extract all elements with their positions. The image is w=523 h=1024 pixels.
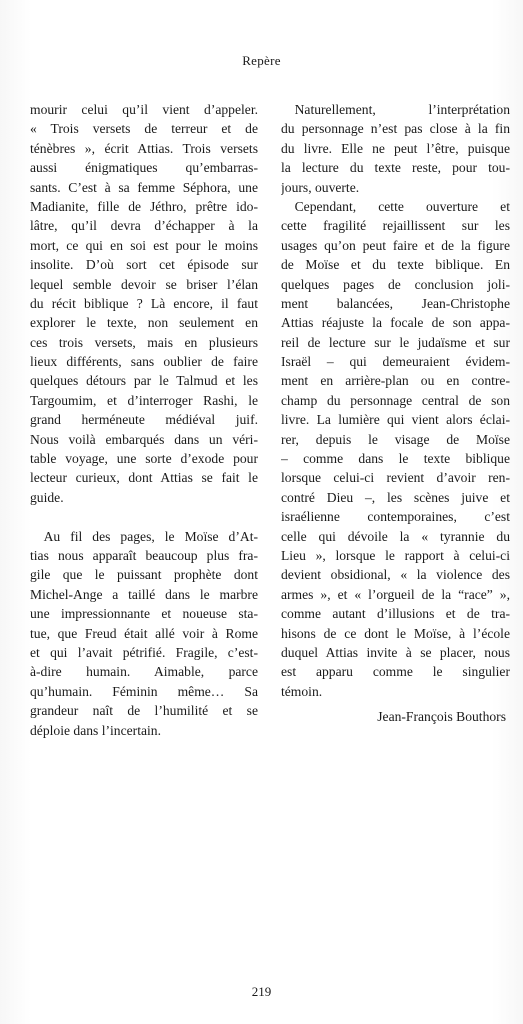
text-line: contré Dieu –, les scènes juive et xyxy=(281,489,510,505)
text-line: Nous voilà embarqués dans un véri- xyxy=(30,431,258,447)
text-line: grand herméneute médiéval juif. xyxy=(30,412,258,428)
text-line: qu’humain. Féminin même… Sa xyxy=(30,683,258,699)
text-line: déploie dans l’incertain. xyxy=(30,722,161,738)
text-line: Naturellement, l’interprétation xyxy=(281,102,510,117)
text-line: Madianite, fille de Jéthro, prêtre ido- xyxy=(30,198,258,214)
text-line: devient obsidional, « la violence des xyxy=(281,567,510,583)
text-line: reil de lecture sur le judaïsme et sur xyxy=(281,334,510,350)
text-line: du récit biblique ? Là encore, il faut xyxy=(30,295,258,311)
text-line: table voyage, une sorte d’exode pour xyxy=(30,451,258,467)
left-column xyxy=(30,100,258,740)
text-line: est apparu comme le singulier xyxy=(281,664,510,680)
right-column xyxy=(281,100,510,727)
text-line: tue, que Freud était allé voir à Rome xyxy=(30,625,258,641)
text-line: ment balancées, Jean-Christophe xyxy=(281,295,510,311)
right-column-lines xyxy=(281,100,510,701)
text-line: explorer le texte, non seulement en xyxy=(30,315,258,331)
text-line: mourir celui qu’il vient d’appeler. xyxy=(30,102,258,117)
text-line: gile que le puissant prophète dont xyxy=(30,567,258,583)
text-line: Au fil des pages, le Moïse d’At- xyxy=(30,528,258,544)
text-line: Cependant, cette ouverture et xyxy=(281,198,510,214)
text-line: ténèbres », écrit Attias. Trois versets xyxy=(30,140,258,156)
text-line: cette fragilité rejaillissent sur les xyxy=(281,218,510,234)
text-line: mort, ce qui en soi est pour le moins xyxy=(30,237,258,253)
text-line: israélienne contemporaines, c’est xyxy=(281,509,510,525)
text-line: ment en arrière-plan ou en contre- xyxy=(281,373,510,389)
text-line: rer, depuis le visage de Moïse xyxy=(281,431,510,447)
text-line: jours, ouverte. xyxy=(281,179,360,195)
text-line: Michel-Ange a taillé dans le marbre xyxy=(30,586,258,602)
text-line: usages qu’on peut faire et de la figure xyxy=(281,237,510,253)
text-line: et qui l’avait pétrifié. Fragile, c’est- xyxy=(30,644,258,660)
text-line: lequel semble devoir se briser l’élan xyxy=(30,276,258,292)
text-line: champ du personnage central de son xyxy=(281,392,510,408)
text-line: la lecture du texte reste, pour tou- xyxy=(281,160,510,176)
text-line: aussi énigmatiques qu’embarras- xyxy=(30,160,258,176)
text-line: hisons de ce dont le Moïse, à l’école xyxy=(281,625,510,641)
text-line: Israël – qui demeuraient évidem- xyxy=(281,354,510,370)
text-line: armes », et « l’orgueil de la “race” », xyxy=(281,586,510,602)
text-line: quelques pages de conclusion joli- xyxy=(281,276,510,292)
running-head: Repère xyxy=(242,53,281,68)
text-line: une impressionnante et noueuse sta- xyxy=(30,606,258,622)
text-line: à-dire humain. Aimable, parce xyxy=(30,664,258,680)
text-line: sants. C’est à sa femme Séphora, une xyxy=(30,179,258,195)
text-line: lieux différents, sans oublier de faire xyxy=(30,354,258,370)
text-line: témoin. xyxy=(281,683,323,699)
text-line: de Moïse et du texte biblique. En xyxy=(281,257,510,273)
text-line: celle qui dévoile la « tyrannie du xyxy=(281,528,510,544)
text-line: duquel Attias invite à se placer, nous xyxy=(281,644,510,660)
text-line: du livre. Elle ne peut l’être, puisque xyxy=(281,140,510,156)
text-line: quelques détours par le Talmud et les xyxy=(30,373,258,389)
text-line: lecteur curieux, dont Attias se fait le xyxy=(30,470,258,486)
text-line: Attias réajuste la focale de son appa- xyxy=(281,315,510,331)
text-line: – comme dans le texte biblique xyxy=(281,451,510,467)
page-number: 219 xyxy=(251,984,272,999)
text-line: lorsque celui-ci revient d’avoir ren- xyxy=(281,470,510,486)
text-line: insolite. D’où sort cet épisode sur xyxy=(30,257,258,273)
text-line: comme autant d’illusions et de tra- xyxy=(281,606,510,622)
paragraph-gap xyxy=(30,507,258,526)
text-line: guide. xyxy=(30,489,64,505)
text-line: lâtre, qu’il devra d’échapper à la xyxy=(30,218,258,234)
text-line: « Trois versets de terreur et de xyxy=(30,121,258,137)
text-line: Targoumim, et d’interroger Rashi, le xyxy=(30,392,258,408)
text-line: tias nous apparaît beaucoup plus fra- xyxy=(30,547,258,563)
text-line: ces trois versets, mais en plusieurs xyxy=(30,334,258,350)
text-line: grandeur naît de l’humilité et se xyxy=(30,703,258,719)
text-line: livre. La lumière qui vient alors éclai- xyxy=(281,412,510,428)
text-line: Lieu », lorsque le rapport à celui-ci xyxy=(281,547,510,563)
text-line: du personnage n’est pas close à la fin xyxy=(281,121,510,137)
author-signature: Jean-François Bouthors xyxy=(377,709,506,725)
